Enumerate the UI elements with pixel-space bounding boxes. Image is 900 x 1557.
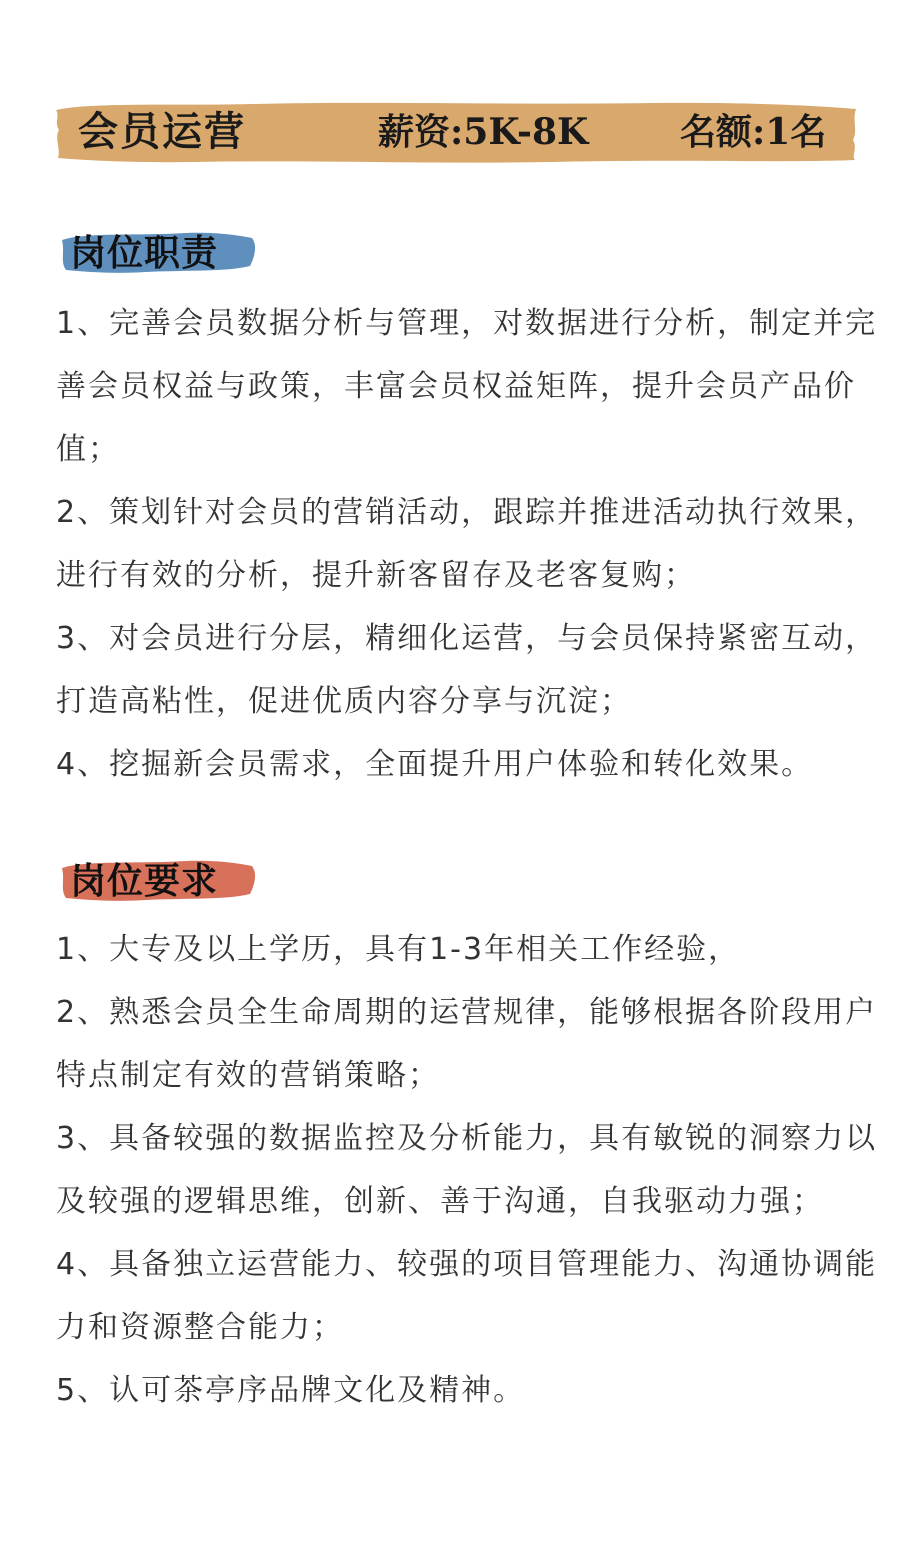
duties-list bbox=[56, 292, 896, 796]
list-item: 1、完善会员数据分析与管理，对数据进行分析，制定并完善会员权益与政策，丰富会员权益矩阵，提升会员产品价值； bbox=[56, 306, 878, 467]
list-item: 2、策划针对会员的营销活动，跟踪并推进活动执行效果，进行有效的分析，提升新客留存及老客复购； bbox=[56, 495, 878, 593]
requirements-heading-label: 岗位要求 bbox=[70, 860, 219, 902]
duties-heading bbox=[56, 228, 276, 278]
headcount-quota: 名额:1名 bbox=[680, 111, 827, 153]
list-item: 1、大专及以上学历，具有1-3年相关工作经验， bbox=[56, 932, 741, 967]
list-item: 4、具备独立运营能力、较强的项目管理能力、沟通协调能力和资源整合能力； bbox=[56, 1247, 878, 1345]
list-item: 3、具备较强的数据监控及分析能力，具有敏锐的洞察力以及较强的逻辑思维，创新、善于沟通，自我驱动力强； bbox=[56, 1121, 878, 1219]
list-item: 2、熟悉会员全生命周期的运营规律，能够根据各阶段用户特点制定有效的营销策略； bbox=[56, 995, 878, 1093]
salary-range: 薪资:5K-8K bbox=[378, 111, 589, 153]
list-item: 5、认可茶亭序品牌文化及精神。 bbox=[56, 1373, 526, 1408]
requirements-list bbox=[56, 918, 896, 1422]
duties-heading-label: 岗位职责 bbox=[70, 232, 219, 274]
job-title: 会员运营 bbox=[78, 108, 246, 155]
job-title-banner bbox=[52, 100, 860, 164]
list-item: 4、挖掘新会员需求，全面提升用户体验和转化效果。 bbox=[56, 747, 814, 782]
requirements-heading bbox=[56, 856, 276, 906]
list-item: 3、对会员进行分层，精细化运营，与会员保持紧密互动，打造高粘性，促进优质内容分享与沉淀； bbox=[56, 621, 878, 719]
